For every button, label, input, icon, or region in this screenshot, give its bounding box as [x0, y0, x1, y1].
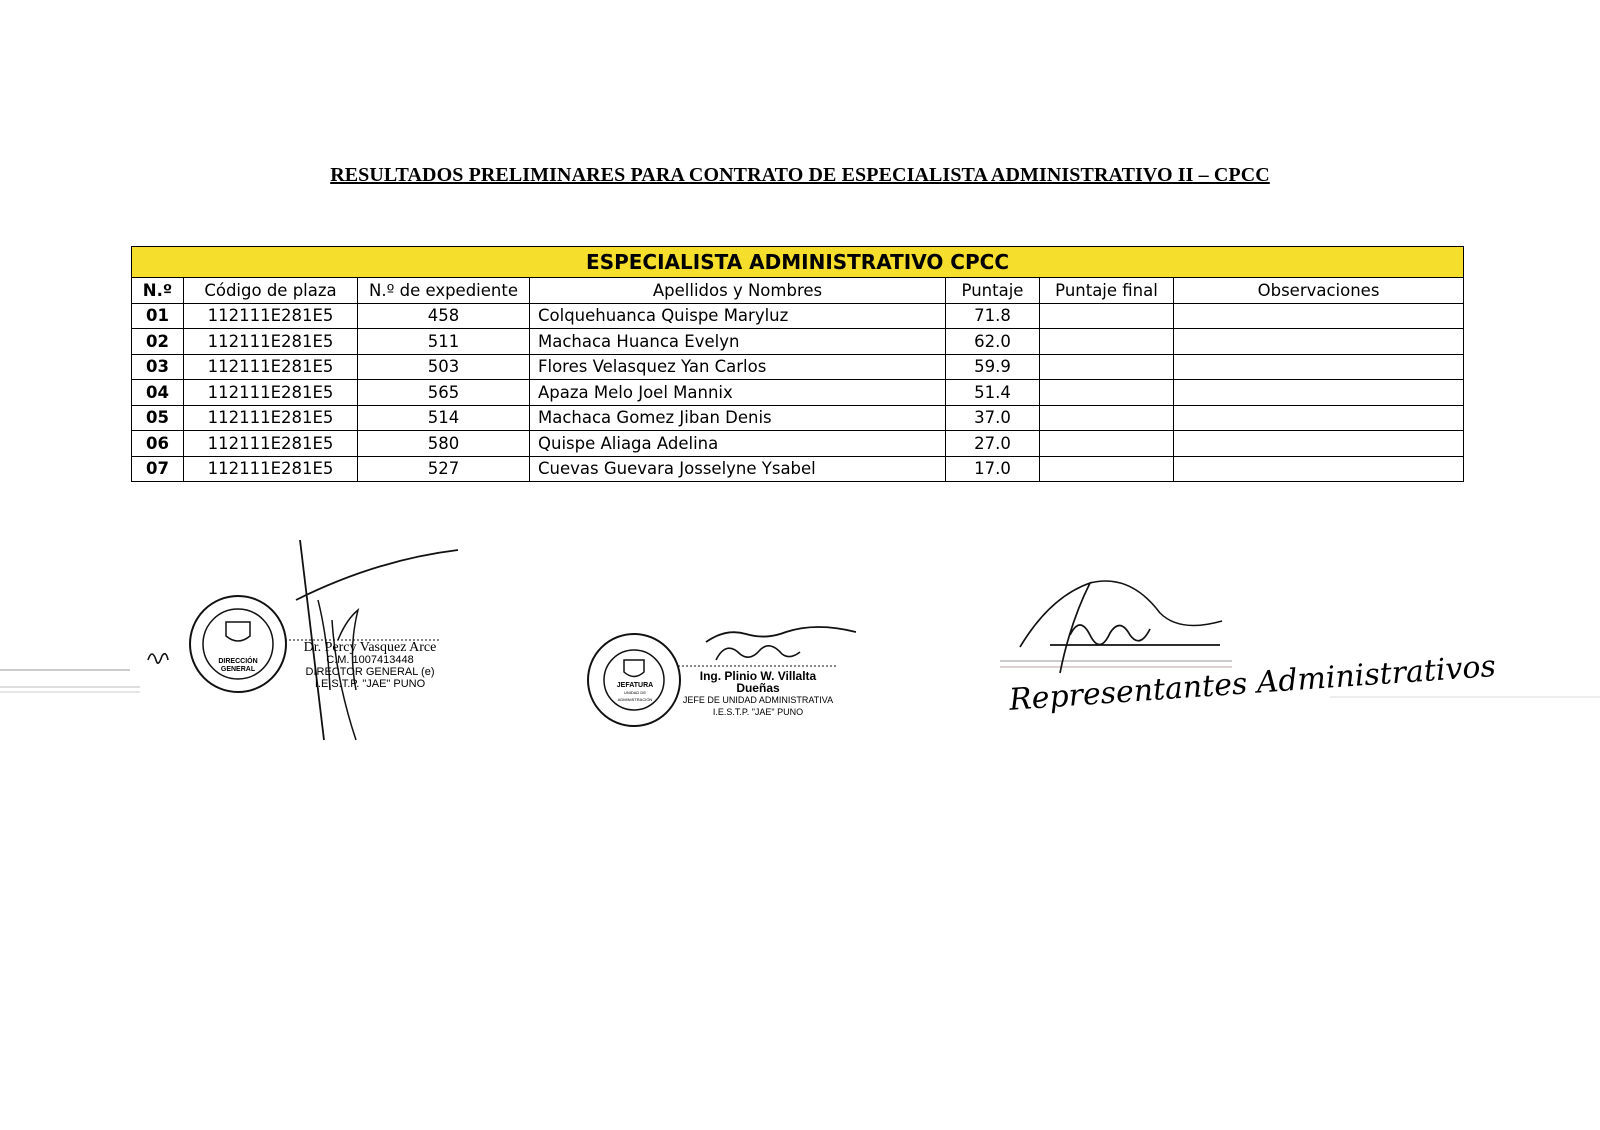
row-nombre: Cuevas Guevara Josselyne Ysabel	[530, 456, 946, 482]
director-info	[290, 642, 450, 690]
jefe-info	[678, 670, 838, 718]
row-puntaje-final	[1040, 380, 1174, 406]
row-expediente: 458	[358, 303, 530, 329]
table-row	[132, 380, 1464, 406]
row-nombre: Apaza Melo Joel Mannix	[530, 380, 946, 406]
row-nombre: Flores Velasquez Yan Carlos	[530, 354, 946, 380]
header-expediente: N.º de expediente	[358, 278, 530, 304]
representante-signature-block	[1000, 575, 1600, 745]
row-observaciones	[1174, 303, 1464, 329]
row-nombre: Colquehuanca Quispe Maryluz	[530, 303, 946, 329]
row-puntaje: 27.0	[946, 431, 1040, 457]
director-stamp-center-line1: DIRECCIÓN	[218, 658, 258, 665]
row-puntaje: 37.0	[946, 405, 1040, 431]
row-expediente: 527	[358, 456, 530, 482]
table-row	[132, 354, 1464, 380]
row-number: 03	[132, 354, 184, 380]
row-observaciones	[1174, 431, 1464, 457]
table-row	[132, 303, 1464, 329]
row-expediente: 503	[358, 354, 530, 380]
jefe-name: Ing. Plinio W. Villalta Dueñas	[699, 669, 817, 695]
representante-caption: Representantes Administrativos	[1008, 648, 1497, 718]
row-puntaje-final	[1040, 354, 1174, 380]
row-codigo-plaza: 112111E281E5	[184, 354, 358, 380]
representante-signature	[1000, 575, 1600, 745]
header-codigo-plaza: Código de plaza	[184, 278, 358, 304]
row-number: 06	[132, 431, 184, 457]
row-codigo-plaza: 112111E281E5	[184, 303, 358, 329]
header-puntaje-final: Puntaje final	[1040, 278, 1174, 304]
row-observaciones	[1174, 380, 1464, 406]
row-number: 04	[132, 380, 184, 406]
director-institution: I.E.S.T.P. "JAE" PUNO	[314, 678, 426, 690]
row-codigo-plaza: 112111E281E5	[184, 405, 358, 431]
results-table	[131, 246, 1464, 482]
row-observaciones	[1174, 456, 1464, 482]
row-puntaje: 62.0	[946, 329, 1040, 355]
table-row	[132, 431, 1464, 457]
row-puntaje-final	[1040, 329, 1174, 355]
director-name: Dr. Percy Vasquez Arce	[303, 640, 437, 655]
jefe-signature-block	[586, 620, 856, 740]
row-observaciones	[1174, 329, 1464, 355]
row-codigo-plaza: 112111E281E5	[184, 380, 358, 406]
row-codigo-plaza: 112111E281E5	[184, 431, 358, 457]
director-cm: C.M. 1007413448	[326, 654, 414, 666]
row-codigo-plaza: 112111E281E5	[184, 456, 358, 482]
table-banner: ESPECIALISTA ADMINISTRATIVO CPCC	[132, 247, 1464, 278]
row-puntaje-final	[1040, 431, 1174, 457]
row-puntaje-final	[1040, 405, 1174, 431]
table-row	[132, 456, 1464, 482]
row-puntaje: 17.0	[946, 456, 1040, 482]
row-number: 01	[132, 303, 184, 329]
row-observaciones	[1174, 354, 1464, 380]
row-expediente: 514	[358, 405, 530, 431]
table-header-row	[132, 278, 1464, 304]
row-nombre: Quispe Aliaga Adelina	[530, 431, 946, 457]
row-expediente: 565	[358, 380, 530, 406]
row-puntaje: 51.4	[946, 380, 1040, 406]
row-nombre: Machaca Huanca Evelyn	[530, 329, 946, 355]
jefe-stamp-center	[610, 682, 660, 703]
row-codigo-plaza: 112111E281E5	[184, 329, 358, 355]
row-expediente: 511	[358, 329, 530, 355]
row-puntaje-final	[1040, 303, 1174, 329]
row-puntaje-final	[1040, 456, 1174, 482]
director-signature-block	[0, 540, 470, 750]
row-puntaje: 71.8	[946, 303, 1040, 329]
director-role: DIRECTOR GENERAL (e)	[305, 666, 435, 678]
document-title: RESULTADOS PRELIMINARES PARA CONTRATO DE ESPECIALISTA ADMINISTRATIVO II – CPCC	[330, 164, 1270, 186]
header-observaciones: Observaciones	[1174, 278, 1464, 304]
row-expediente: 580	[358, 431, 530, 457]
jefe-stamp-center-line2: UNIDAD DE ADMINISTRACIÓN	[617, 690, 653, 702]
jefe-stamp-center-line1: JEFATURA	[616, 682, 654, 689]
director-stamp-center	[214, 658, 262, 674]
row-number: 02	[132, 329, 184, 355]
director-stamp-center-line2: GENERAL	[220, 666, 256, 673]
header-nombres: Apellidos y Nombres	[530, 278, 946, 304]
row-number: 05	[132, 405, 184, 431]
jefe-institution: I.E.S.T.P. "JAE" PUNO	[712, 707, 804, 717]
header-numero: N.º	[132, 278, 184, 304]
row-puntaje: 59.9	[946, 354, 1040, 380]
table-row	[132, 405, 1464, 431]
header-puntaje: Puntaje	[946, 278, 1040, 304]
row-nombre: Machaca Gomez Jiban Denis	[530, 405, 946, 431]
row-number: 07	[132, 456, 184, 482]
row-observaciones	[1174, 405, 1464, 431]
table-row	[132, 329, 1464, 355]
jefe-role: JEFE DE UNIDAD ADMINISTRATIVA	[682, 695, 834, 705]
